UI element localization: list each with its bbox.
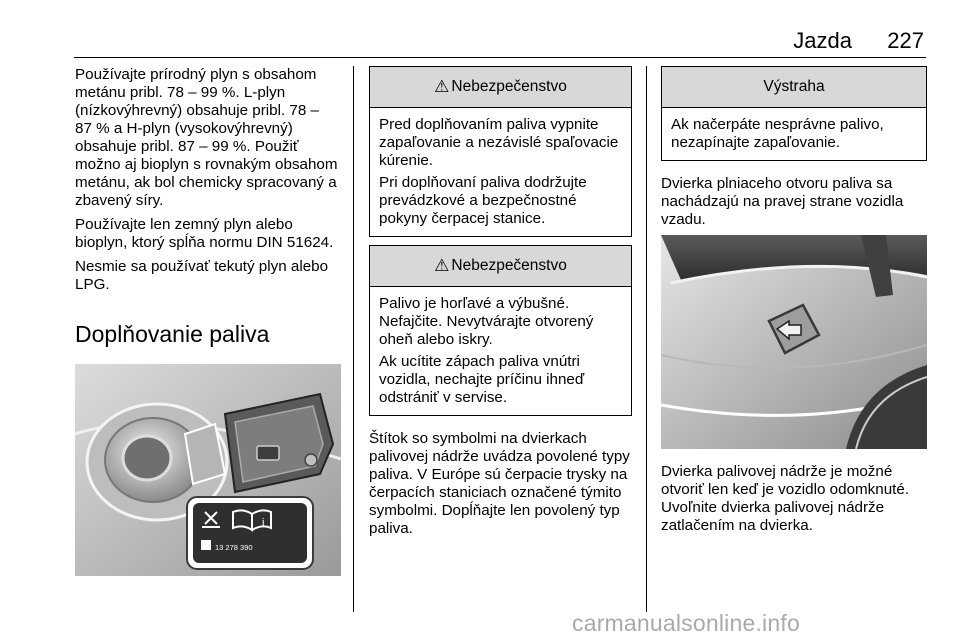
- danger-box-text: Pred doplňovaním paliva vypnite zapaľovanie a nezávislé spaľovacie kúrenie.: [379, 116, 619, 169]
- header-page-number: 227: [887, 28, 924, 53]
- car-fuel-door-illustration: [661, 235, 927, 449]
- paragraph-fuel-door-location: Dvierka plniaceho otvoru paliva sa nachádzajú na pravej strane vozidla vzadu.: [661, 175, 904, 228]
- warning-triangle-icon: ⚠: [434, 77, 450, 96]
- column-divider-1: [353, 66, 354, 612]
- caution-box-header: [662, 67, 926, 108]
- section-title: Doplňovanie paliva: [75, 321, 270, 347]
- paragraph-no-lpg: Nesmie sa používať tekutý plyn alebo LPG.: [75, 258, 329, 293]
- car-rear-drawing: [661, 235, 927, 449]
- danger-box-body: [370, 287, 631, 415]
- danger-box-1: [369, 66, 632, 237]
- danger-box-text: Pri doplňovaní paliva dodržujte prevádzkové a bezpečnostné pokyny čerpacej stanice.: [379, 174, 587, 227]
- danger-box-body: [370, 108, 631, 236]
- caution-box-title: Výstraha: [763, 78, 825, 95]
- column-2: [369, 66, 632, 544]
- caution-box: [661, 66, 927, 161]
- column-1: [75, 66, 340, 576]
- page-header: [0, 28, 960, 58]
- caution-box-text: Ak načerpáte nesprávne palivo, nezapínajte zapaľovanie.: [671, 116, 884, 151]
- danger-box-title: Nebezpečenstvo: [451, 78, 567, 95]
- svg-text:i: i: [262, 517, 265, 529]
- column-divider-2: [646, 66, 647, 612]
- paragraph-din-norm: Používajte len zemný plyn alebo bioplyn, ktorý spĺňa normu DIN 51624.: [75, 216, 334, 251]
- caution-box-body: [662, 108, 926, 160]
- paragraph-fuel-label: Štítok so symbolmi na dvierkach palivovej nádrže uvádza povolené typy paliva. V Európe sú čerpacie trysky na čerpacích staniciach označené týmito symbolmi. Dopĺňajte len povolený typ paliva.: [369, 430, 630, 537]
- fuel-door-open-illustration: [75, 364, 341, 576]
- watermark: carmanualsonline.info: [572, 610, 800, 636]
- danger-box-2: [369, 245, 632, 416]
- danger-box-text: Palivo je horľavé a výbušné. Nefajčite. Nevytvárajte otvorený oheň alebo iskry.: [379, 295, 594, 348]
- column-3: [661, 66, 927, 541]
- warning-triangle-icon: ⚠: [434, 256, 450, 275]
- danger-box-header: [370, 67, 631, 108]
- label-code: 13 278 390: [215, 543, 253, 552]
- paragraph-fuel-door-open: Dvierka palivovej nádrže je možné otvoriť len keď je vozidlo odomknuté. Uvoľnite dvierka palivovej nádrže zatlačením na dvierka.: [661, 463, 910, 534]
- header-section-title: Jazda: [793, 28, 852, 53]
- danger-box-text: Ak ucítite zápach paliva vnútri vozidla, nechajte príčinu ihneď odstrániť v servise.: [379, 353, 585, 406]
- header-divider: [74, 57, 926, 58]
- danger-box-header: [370, 246, 631, 287]
- fuel-door-open-drawing: [75, 364, 341, 576]
- danger-box-title: Nebezpečenstvo: [451, 257, 567, 274]
- paragraph-gas-composition: Používajte prírodný plyn s obsahom metánu pribl. 78 – 99 %. L-plyn (nízkovýhrevný) obsahuje pribl. 78 – 87 % a H-plyn (vysokovýhrevný) obsahuje pribl. 87 – 99 %. Použiť možno aj bioplyn s rovnakým obsahom metánu, ak bol chemicky spracovaný a zbavený síry.: [75, 66, 338, 209]
